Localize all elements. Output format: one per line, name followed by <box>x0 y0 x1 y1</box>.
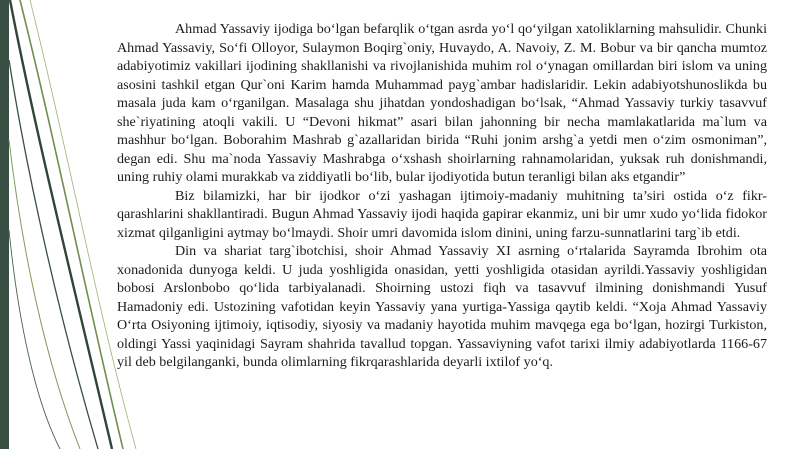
paragraph-3: Din va shariat targ`ibotchisi, shoir Ahmad Yassaviy XI asrning o‘rtalarida Sayramda Ibrohim ota xonadonida dunyoga keldi. U juda yoshligida onasidan, yetti yoshligida otasidan ayrildi.Yassaviy yoshligidan bobosi Arslonbobo qo‘lida tarbiyalanadi. Shoirning ustozi fiqh va tasavvuf ilmining donishmandi Yusuf Hamadoniy edi. Ustozining vafotidan keyin Yassaviy yana yurtiga-Yassiga qaytib keldi. “Xoja Ahmad Yassaviy O‘rta Osiyoning ijtimoiy, iqtisodiy, siyosiy va madaniy hayotida muhim mavqega ega bo‘lgan, hozirgi Turkiston, oldingi Yassi yaqinidagi Sayram shahrida tavallud topgan. Yassaviyning vafot tarixi ilmiy adabiyotlarda 1166-67 yil deb belgilanganki, bunda olimlarning fikrqarashlarida deyarli ixtilof yo‘q. <box>117 243 767 370</box>
paragraph-1: Ahmad Yassaviy ijodiga bo‘lgan befarqlik o‘tgan asrda yo‘l qo‘yilgan xatoliklarning mahsulidir. Chunki Ahmad Yassaviy, So‘fi Olloyor, Sulaymon Boqirg`oniy, Huvaydo, A. Navoiy, Z. M. Bobur va bir qancha mumtoz adabiyotimiz vakillari ijodining shakllanishi va rivojlanishida muhim rol o‘ynagan omillardan biri islom va uning asosini tashkil etgan Qur`oni Karim hamda Muhammad payg`ambar hadislaridir. Lekin adabiyotshunoslikda bu masala juda kam o‘rganilgan. Masalaga shu jihatdan yondoshadigan bo‘lsak, “Ahmad Yassaviy turkiy tasavvuf she`riyatining atoqli vakili. U “Devoni hikmat” asari bilan jahonning bir necha mamlakatlarida ma`lum va mashhur bo‘lgan. Boborahim Mashrab g`azallaridan birida “Ruhi jonim arshg`a yetdi men o‘zim osmoniman”, degan edi. Shu ma`noda Yassaviy Mashrabga o‘xshash shoirlarning rahnamolaridan, yuksak ruh donishmandi, uning ruhiy olami murakkab va ziddiyatli bo‘lib, bular ijodiyotida butun teranligi bilan aks etgandir” <box>117 21 767 185</box>
paragraph-2: Biz bilamizki, har bir ijodkor o‘zi yashagan ijtimoiy-madaniy muhitning ta’siri ostida o‘z fikr-qarashlarini shakllantiradi. Bugun Ahmad Yassaviy ijodi haqida gapirar ekanmiz, uni bir umr xudo yo‘lida fidokor xizmat qilganligini aytmay bo‘lmaydi. Shoir umri davomida islom dinini, uning farzu-sunnatlarini targ`ib etdi. <box>117 187 767 241</box>
document-body <box>117 20 767 372</box>
